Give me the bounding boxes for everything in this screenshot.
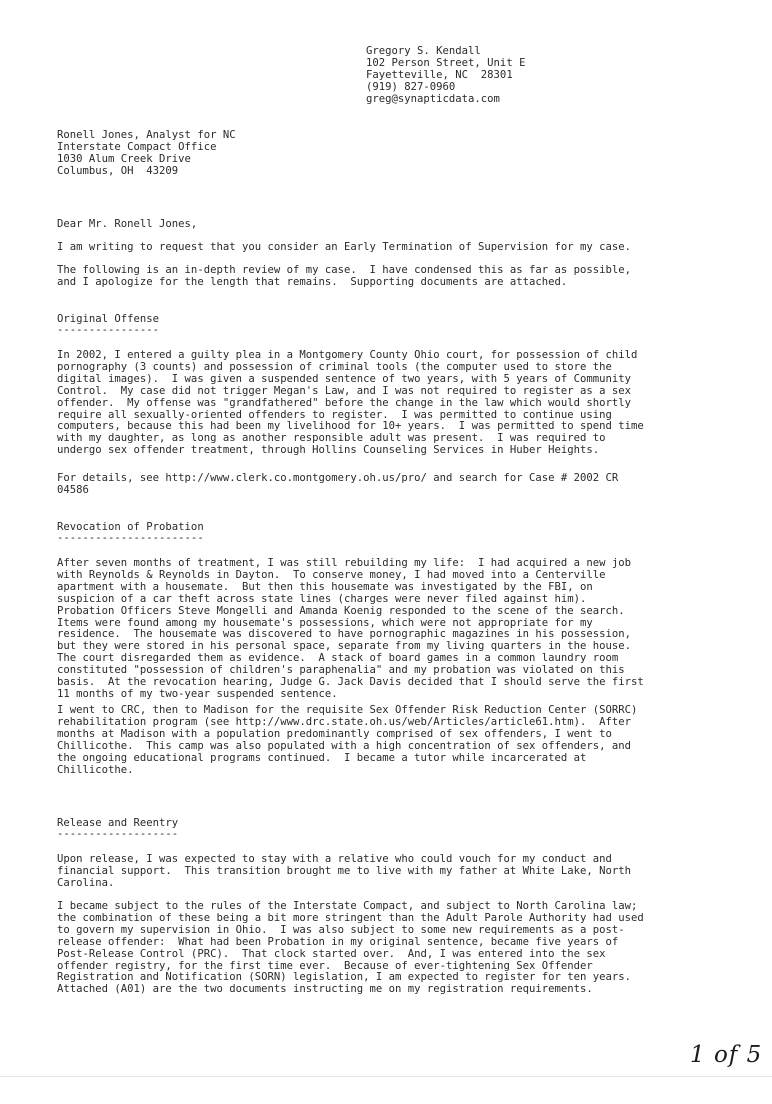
recipient-line-1: Ronell Jones, Analyst for NC: [57, 129, 236, 141]
sender-address-block: [366, 46, 525, 106]
recipient-line-2: Interstate Compact Office: [57, 140, 217, 153]
sender-email: greg@synapticdata.com: [366, 92, 500, 105]
section-underline-offense: ----------------: [57, 324, 160, 336]
sender-street: 102 Person Street, Unit E: [366, 56, 526, 69]
section-heading-release: Release and Reentry: [57, 817, 179, 829]
section-heading-revocation: Revocation of Probation: [57, 521, 204, 533]
handwritten-page-number: 1 of 5: [690, 1042, 763, 1068]
recipient-line-4: Columbus, OH 43209: [57, 164, 179, 177]
page-bottom-divider: [0, 1076, 772, 1077]
intro-paragraph-1: I am writing to request that you consider an Early Termination of Supervision for my case.: [57, 241, 632, 253]
salutation: Dear Mr. Ronell Jones,: [57, 218, 198, 230]
sender-name: Gregory S. Kendall: [366, 45, 481, 57]
intro-paragraph-2: The following is an in-depth review of my case. I have condensed this as far as possible, and I apologize for the length that remains. Supporting documents are attached.: [57, 264, 632, 288]
sender-city: Fayetteville, NC 28301: [366, 68, 513, 81]
revocation-paragraph-1: After seven months of treatment, I was still rebuilding my life: I had acquired a new job with Reynolds & Reynolds in Dayton. To conserve money, I had moved into a Centerville apartment with a housemate. But then this housemate was investigated by the FBI, on suspicion of a car theft across state lines (charges were never filed against him). Probation Officers Steve Mongelli and Amanda Koenig responded to the scene of the search. Items were found among my housemate's possessions, which were not appropriate for my residence. The housemate was discovered to have pornographic magazines in his possession, but they were stored in his personal space, separate from my living quarters in the house. The court disregarded them as evidence. A stack of board games in a common laundry room constituted "possession of children's paraphenalia" and my probation was violated on this basis. At the revocation hearing, Judge G. Jack Davis decided that I should serve the first 11 months of my two-year suspended sentence.: [57, 557, 644, 700]
release-paragraph-2: I became subject to the rules of the Interstate Compact, and subject to North Carolina law; the combination of these being a bit more stringent than the Adult Parole Authority had used to govern my supervision in Ohio. I was also subject to some new requirements as a post- release offender: What had been Probation in my original sentence, became five years of Post-Release Control (PRC). That clock started over. And, I was entered into the sex offender registry, for the first time ever. Because of ever-tightening Sex Offender Registration and Notification (SORN) legislation, I am expected to register for ten years. Attached (A01) are the two documents instructing me on my registration requirements.: [57, 900, 644, 996]
release-paragraph-1: Upon release, I was expected to stay with a relative who could vouch for my conduct and financial support. This transition brought me to live with my father at White Lake, North Carolina.: [57, 853, 632, 889]
revocation-paragraph-2: I went to CRC, then to Madison for the requisite Sex Offender Risk Reduction Center (SORRC) rehabilitation program (see http://www.drc.state.oh.us/web/Articles/article61.htm). After months at Madison with a population predominantly comprised of sex offenders, I went to Chillicothe. This camp was also populated with a high concentration of sex offenders, and the ongoing educational programs continued. I became a tutor while incarcerated at Chillicothe.: [57, 704, 638, 776]
section-heading-offense: Original Offense: [57, 313, 160, 325]
recipient-address-block: [57, 130, 236, 178]
recipient-line-3: 1030 Alum Creek Drive: [57, 152, 191, 165]
section-underline-release: -------------------: [57, 828, 179, 840]
offense-paragraph-2: For details, see http://www.clerk.co.montgomery.oh.us/pro/ and search for Case # 2002 CR 04586: [57, 472, 619, 496]
offense-paragraph-1: In 2002, I entered a guilty plea in a Montgomery County Ohio court, for possession of child pornography (3 counts) and possession of criminal tools (the computer used to store the digital images). I was given a suspended sentence of two years, with 5 years of Community Control. My case did not trigger Megan's Law, and I was not required to register as a sex offender. My offense was "grandfathered" before the change in the law which would shortly require all sexually-oriented offenders to register. I was permitted to continue using computers, because this had been my livelihood for 10+ years. I was permitted to spend time with my daughter, as long as another responsible adult was present. I was required to undergo sex offender treatment, through Hollins Counseling Services in Huber Heights.: [57, 349, 644, 457]
section-underline-revocation: -----------------------: [57, 532, 204, 544]
sender-phone: (919) 827-0960: [366, 80, 456, 93]
